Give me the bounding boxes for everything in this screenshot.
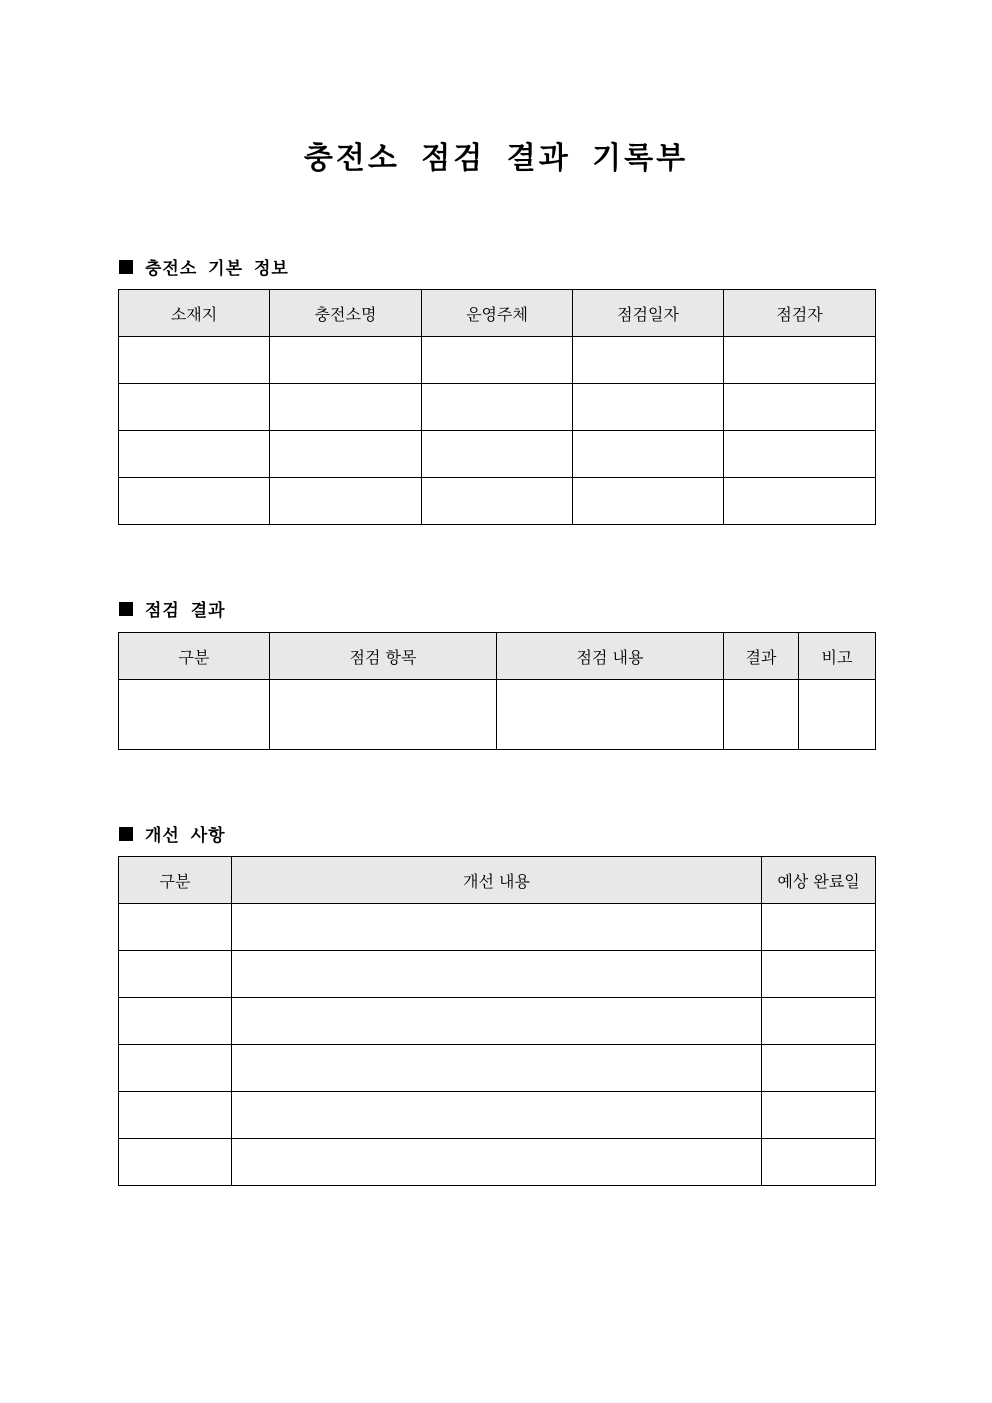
- table-cell[interactable]: [119, 478, 270, 525]
- basic-info-table: [118, 289, 876, 525]
- document-title: 충전소 점검 결과 기록부: [303, 141, 689, 176]
- table-cell[interactable]: [119, 1045, 232, 1092]
- table-row: [119, 1139, 876, 1186]
- table-row: [119, 904, 876, 951]
- table-cell[interactable]: [232, 951, 762, 998]
- table-cell[interactable]: [119, 951, 232, 998]
- table-cell[interactable]: [270, 384, 422, 431]
- column-header-inspection-item: 점검 항목: [270, 633, 497, 680]
- table-cell[interactable]: [762, 1045, 876, 1092]
- table-cell[interactable]: [762, 904, 876, 951]
- improvements-table: [118, 856, 876, 1186]
- table-row: [119, 951, 876, 998]
- table-cell[interactable]: [119, 384, 270, 431]
- table-cell[interactable]: [799, 680, 876, 750]
- column-header-inspection-date: 점검일자: [573, 290, 724, 337]
- table-row: [119, 337, 876, 384]
- square-bullet-icon: [119, 260, 133, 274]
- column-header-remarks: 비고: [799, 633, 876, 680]
- table-cell[interactable]: [762, 998, 876, 1045]
- table-cell[interactable]: [762, 951, 876, 998]
- table-cell[interactable]: [232, 904, 762, 951]
- table-cell[interactable]: [422, 384, 573, 431]
- table-header-row: [119, 633, 876, 680]
- section-heading-basic-info: [119, 254, 289, 279]
- inspection-results-table: [118, 632, 876, 750]
- column-header-category: 구분: [119, 633, 270, 680]
- table-cell[interactable]: [724, 478, 876, 525]
- table-cell[interactable]: [119, 431, 270, 478]
- table-row: [119, 478, 876, 525]
- table-cell[interactable]: [119, 1139, 232, 1186]
- table-cell[interactable]: [422, 337, 573, 384]
- table-cell[interactable]: [119, 680, 270, 750]
- table-row: [119, 998, 876, 1045]
- section-heading-improvements: [119, 821, 226, 846]
- column-header-inspection-content: 점검 내용: [497, 633, 724, 680]
- column-header-improvement-content: 개선 내용: [232, 857, 762, 904]
- table-row: [119, 1092, 876, 1139]
- table-row: [119, 431, 876, 478]
- column-header-inspector: 점검자: [724, 290, 876, 337]
- table-cell[interactable]: [422, 431, 573, 478]
- section-heading-label: 점검 결과: [145, 601, 226, 621]
- table-cell[interactable]: [232, 1092, 762, 1139]
- table-cell[interactable]: [762, 1139, 876, 1186]
- table-cell[interactable]: [762, 1092, 876, 1139]
- column-header-result: 결과: [724, 633, 799, 680]
- table-cell[interactable]: [422, 478, 573, 525]
- table-header-row: [119, 857, 876, 904]
- table-cell[interactable]: [270, 337, 422, 384]
- table-cell[interactable]: [119, 1092, 232, 1139]
- table-cell[interactable]: [119, 998, 232, 1045]
- table-cell[interactable]: [573, 384, 724, 431]
- column-header-operator: 운영주체: [422, 290, 573, 337]
- table-cell[interactable]: [119, 337, 270, 384]
- table-cell[interactable]: [573, 431, 724, 478]
- column-header-station-name: 충전소명: [270, 290, 422, 337]
- table-cell[interactable]: [119, 904, 232, 951]
- table-row: [119, 680, 876, 750]
- table-row: [119, 384, 876, 431]
- square-bullet-icon: [119, 602, 133, 616]
- column-header-location: 소재지: [119, 290, 270, 337]
- table-row: [119, 1045, 876, 1092]
- table-cell[interactable]: [232, 998, 762, 1045]
- table-cell[interactable]: [232, 1045, 762, 1092]
- table-cell[interactable]: [270, 478, 422, 525]
- column-header-category: 구분: [119, 857, 232, 904]
- table-cell[interactable]: [724, 431, 876, 478]
- table-cell[interactable]: [573, 478, 724, 525]
- table-cell[interactable]: [724, 384, 876, 431]
- table-cell[interactable]: [232, 1139, 762, 1186]
- table-cell[interactable]: [724, 680, 799, 750]
- section-heading-results: [119, 596, 226, 621]
- table-cell[interactable]: [573, 337, 724, 384]
- section-heading-label: 개선 사항: [145, 826, 226, 846]
- square-bullet-icon: [119, 827, 133, 841]
- column-header-expected-completion-date: 예상 완료일: [762, 857, 876, 904]
- table-cell[interactable]: [724, 337, 876, 384]
- section-heading-label: 충전소 기본 정보: [145, 259, 289, 279]
- table-cell[interactable]: [497, 680, 724, 750]
- table-cell[interactable]: [270, 431, 422, 478]
- table-cell[interactable]: [270, 680, 497, 750]
- table-header-row: [119, 290, 876, 337]
